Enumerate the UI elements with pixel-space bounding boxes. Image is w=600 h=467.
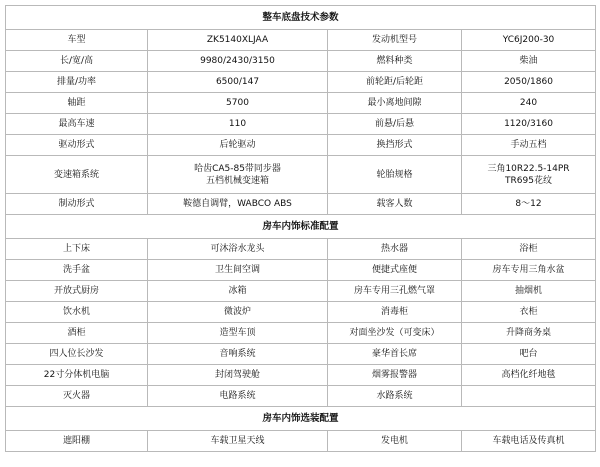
- table-row: [6, 302, 596, 323]
- table-cell: 柴油: [462, 51, 596, 72]
- section-title-standard-config: 房车内饰标准配置: [6, 215, 596, 239]
- table-cell: 前悬/后悬: [328, 114, 462, 135]
- table-cell: 2050/1860: [462, 72, 596, 93]
- table-cell: 上下床: [6, 239, 148, 260]
- spec-sheet: [5, 5, 595, 452]
- table-cell: [462, 386, 596, 407]
- table-cell: 电路系统: [148, 386, 328, 407]
- table-row: [6, 30, 596, 51]
- table-cell: 轮胎规格: [328, 156, 462, 194]
- table-cell: 房车专用三角水盆: [462, 260, 596, 281]
- table-row: [6, 431, 596, 452]
- table-cell: [462, 156, 596, 194]
- table-cell: 轴距: [6, 93, 148, 114]
- table-cell: 浴柜: [462, 239, 596, 260]
- table-row: [6, 239, 596, 260]
- table-row: [6, 135, 596, 156]
- table-cell: 灭火器: [6, 386, 148, 407]
- table-cell: 衣柜: [462, 302, 596, 323]
- table-cell: 抽烟机: [462, 281, 596, 302]
- table-cell: 微波炉: [148, 302, 328, 323]
- table-cell: 6500/147: [148, 72, 328, 93]
- table-row: [6, 323, 596, 344]
- table-cell: 升降商务桌: [462, 323, 596, 344]
- table-cell: 造型车顶: [148, 323, 328, 344]
- section-header-optional-config: [6, 407, 596, 431]
- table-cell: 最高车速: [6, 114, 148, 135]
- table-row: [6, 344, 596, 365]
- table-row: [6, 194, 596, 215]
- table-cell: 音响系统: [148, 344, 328, 365]
- table-cell: 卫生间空调: [148, 260, 328, 281]
- table-cell: 发动机型号: [328, 30, 462, 51]
- table-cell: 最小离地间隙: [328, 93, 462, 114]
- table-row: [6, 260, 596, 281]
- table-cell: 长/宽/高: [6, 51, 148, 72]
- table-cell: 消毒柜: [328, 302, 462, 323]
- table-cell: ZK5140XLJAA: [148, 30, 328, 51]
- table-cell: 载客人数: [328, 194, 462, 215]
- table-cell: 车型: [6, 30, 148, 51]
- table-cell: 换挡形式: [328, 135, 462, 156]
- table-cell: [148, 156, 328, 194]
- table-cell: 手动五档: [462, 135, 596, 156]
- table-cell: 前轮距/后轮距: [328, 72, 462, 93]
- table-cell: 冰箱: [148, 281, 328, 302]
- table-cell: 8～12: [462, 194, 596, 215]
- cell-line: 五档机械变速箱: [205, 175, 269, 186]
- table-cell: YC6J200-30: [462, 30, 596, 51]
- table-cell: 酒柜: [6, 323, 148, 344]
- table-cell: 制动形式: [6, 194, 148, 215]
- spec-table: [5, 5, 596, 452]
- table-cell: 可沐浴水龙头: [148, 239, 328, 260]
- table-cell: 1120/3160: [462, 114, 596, 135]
- table-cell: 后轮驱动: [148, 135, 328, 156]
- table-cell: 洗手盆: [6, 260, 148, 281]
- table-cell: 水路系统: [328, 386, 462, 407]
- table-cell: 便捷式座便: [328, 260, 462, 281]
- table-cell: 四人位长沙发: [6, 344, 148, 365]
- table-cell: 豪华首长席: [328, 344, 462, 365]
- table-row: [6, 156, 596, 194]
- table-row: [6, 93, 596, 114]
- cell-line: TR695花纹: [505, 175, 552, 186]
- table-cell: 高档化纤地毯: [462, 365, 596, 386]
- table-cell: 110: [148, 114, 328, 135]
- table-cell: 燃料种类: [328, 51, 462, 72]
- table-cell: 吧台: [462, 344, 596, 365]
- table-cell: 房车专用三孔燃气罩: [328, 281, 462, 302]
- section-title-chassis: 整车底盘技术参数: [6, 6, 596, 30]
- section-header-standard-config: [6, 215, 596, 239]
- table-row: [6, 281, 596, 302]
- table-cell: 5700: [148, 93, 328, 114]
- table-cell: 鞍德自调臂，WABCO ABS: [148, 194, 328, 215]
- table-cell: 热水器: [328, 239, 462, 260]
- table-cell: 排量/功率: [6, 72, 148, 93]
- table-cell: 车载卫星天线: [148, 431, 328, 452]
- cell-line: 三角10R22.5-14PR: [487, 163, 570, 174]
- table-cell: 开放式厨房: [6, 281, 148, 302]
- table-cell: 封闭驾驶舱: [148, 365, 328, 386]
- table-cell: 烟雾报警器: [328, 365, 462, 386]
- section-title-optional-config: 房车内饰选装配置: [6, 407, 596, 431]
- table-row: [6, 365, 596, 386]
- table-cell: 车载电话及传真机: [462, 431, 596, 452]
- table-row: [6, 51, 596, 72]
- cell-line: 哈齿CA5-85带同步器: [194, 163, 281, 174]
- spec-table-body: [6, 6, 596, 452]
- section-header-chassis: [6, 6, 596, 30]
- table-row: [6, 114, 596, 135]
- table-cell: 发电机: [328, 431, 462, 452]
- table-cell: 遮阳棚: [6, 431, 148, 452]
- table-cell: 饮水机: [6, 302, 148, 323]
- table-cell: 变速箱系统: [6, 156, 148, 194]
- table-cell: 9980/2430/3150: [148, 51, 328, 72]
- table-row: [6, 72, 596, 93]
- table-cell: 240: [462, 93, 596, 114]
- table-row: [6, 386, 596, 407]
- table-cell: 驱动形式: [6, 135, 148, 156]
- table-cell: 对面坐沙发（可变床）: [328, 323, 462, 344]
- table-cell: 22寸分体机电脑: [6, 365, 148, 386]
